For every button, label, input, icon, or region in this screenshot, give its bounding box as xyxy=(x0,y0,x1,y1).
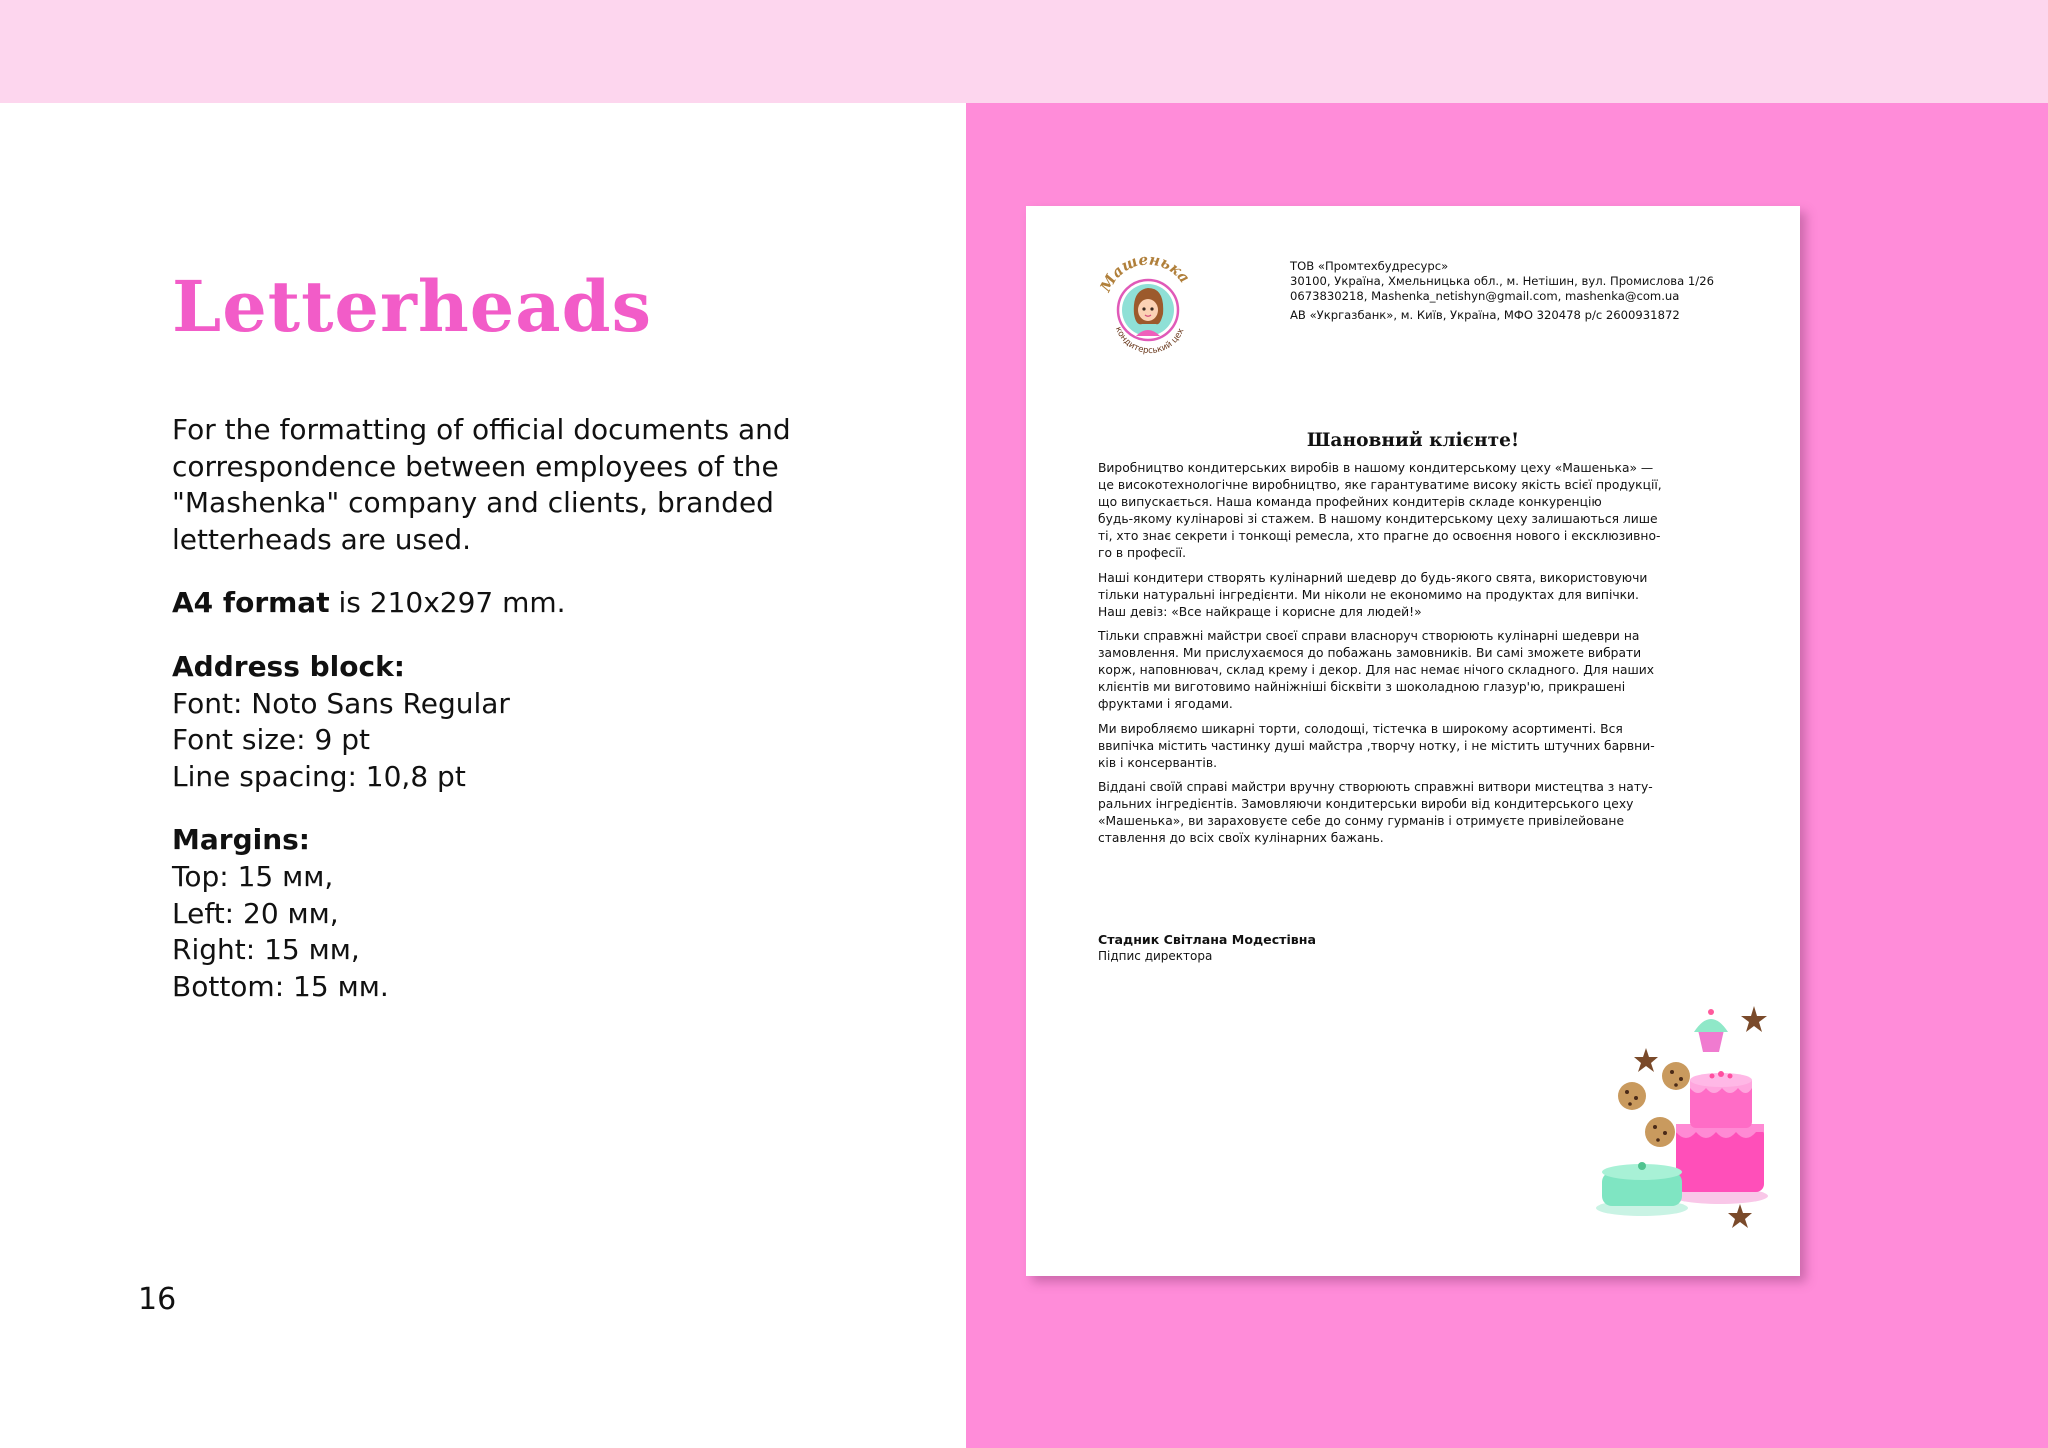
letter-line: корж, наповнювач, склад крему і декор. Для нас немає нічого складного. Для наших xyxy=(1098,663,1655,677)
address-block xyxy=(1290,259,1750,323)
letter-line: ставлення до всіх своїх кулінарних бажань. xyxy=(1098,831,1384,845)
description-block xyxy=(172,412,812,1032)
logo-arc-top: Машенька xyxy=(1096,254,1194,295)
spec-line: Font size: 9 pt xyxy=(172,723,370,757)
cupcake-icon xyxy=(1694,1009,1728,1052)
address-block-spec xyxy=(172,649,812,795)
intro-paragraph xyxy=(172,412,812,558)
page-number: 16 xyxy=(138,1282,177,1317)
letter-line: це високотехнологічне виробництво, яке гарантуватиме високу якість всієї продукції, xyxy=(1098,478,1662,492)
letter-paragraph xyxy=(1098,779,1738,847)
letterhead-sample xyxy=(1026,206,1800,1276)
bank-details: АВ «Укргазбанк», м. Київ, Україна, МФО 320478 р/с 2600931872 xyxy=(1290,308,1680,322)
letter-line: замовлення. Ми прислухаємося до побажань замовників. Ви самі зможете вибрати xyxy=(1098,646,1642,660)
letter-line: клієнтів ми виготовимо найніжніші бісквіти з шоколадною глазур'ю, прикрашені xyxy=(1098,680,1626,694)
pink-cake-icon xyxy=(1672,1071,1768,1204)
letter-line: що випускається. Наша команда профейних кондитерів складе конкуренцію xyxy=(1098,495,1602,509)
spec-line: Left: 20 мм, xyxy=(172,896,339,930)
letter-line: ті, хто знає секрети і тонкощі ремесла, хто прагне до освоєння нового і ексклюзивно- xyxy=(1098,529,1661,543)
letter-body xyxy=(1098,460,1738,855)
format-value: is 210x297 mm. xyxy=(329,586,566,620)
address-line: 0673830218, Mashenka_netishyn@gmail.com, mashenka@com.ua xyxy=(1290,289,1680,303)
logo-arc-bottom: кондитерський цех xyxy=(1112,325,1187,357)
letter-line: го в професії. xyxy=(1098,546,1186,560)
signature-name: Стадник Світлана Модестівна xyxy=(1098,932,1316,947)
letter-line: Виробництво кондитерських виробів в нашому кондитерському цеху «Машенька» — xyxy=(1098,461,1654,475)
letter-line: ральних інгредієнтів. Замовляючи кондитерськи вироби від кондитерського цеху xyxy=(1098,797,1634,811)
letter-paragraph xyxy=(1098,721,1738,772)
letter-salutation: Шановний клієнте! xyxy=(1306,430,1520,451)
letter-line: Тільки справжні майстри своєї справи власноруч створюють кулінарні шедеври на xyxy=(1098,629,1640,643)
letter-paragraph xyxy=(1098,460,1738,562)
format-paragraph xyxy=(172,585,812,622)
letter-paragraph xyxy=(1098,570,1738,621)
signature-role: Підпис директора xyxy=(1098,949,1213,963)
spec-line: Line spacing: 10,8 pt xyxy=(172,759,466,793)
margins-heading: Margins: xyxy=(172,823,311,857)
intro-line: "Mashenka" company and clients, branded xyxy=(172,486,774,520)
letter-line: «Машенька», ви зараховуєте себе до сонму гурманів і отримуєте привілейоване xyxy=(1098,814,1625,828)
intro-line: correspondence between employees of the xyxy=(172,449,779,483)
address-block-heading: Address block: xyxy=(172,649,405,683)
top-band xyxy=(0,0,2048,103)
spec-line: Font: Noto Sans Regular xyxy=(172,686,510,720)
mint-cake-icon xyxy=(1596,1162,1688,1216)
address-line: ТОВ «Промтехбудресурс» xyxy=(1290,259,1449,273)
letter-line: будь-якому кулінарові зі стажем. В нашому кондитерському цеху залишаються лише xyxy=(1098,512,1658,526)
letter-paragraph xyxy=(1098,628,1738,713)
letter-line: тільки натуральні інгредієнти. Ми ніколи не економимо на продуктах для випічки. xyxy=(1098,587,1639,602)
letter-line: Ми виробляємо шикарні торти, солодощі, тістечка в широкому асортименті. Вся xyxy=(1098,721,1623,736)
intro-line: letterheads are used. xyxy=(172,522,472,556)
address-line: 30100, Україна, Хмельницька обл., м. Нетішин, вул. Промислова 1/26 xyxy=(1290,274,1714,288)
letter-line: фруктами і ягодами. xyxy=(1098,697,1233,711)
format-label: A4 format xyxy=(172,586,330,620)
intro-line: For the formatting of official documents and xyxy=(172,413,791,446)
letter-line: ків і консервантів. xyxy=(1098,755,1218,770)
letter-line: Наш девіз: «Все найкраще і корисне для людей!» xyxy=(1098,604,1422,619)
page-title: Letterheads xyxy=(172,265,652,348)
letter-line: Наші кондитери створять кулінарний шедевр до будь-якого свята, використовуючи xyxy=(1098,570,1648,585)
margins-spec xyxy=(172,822,812,1005)
cakes-and-cookies-icon xyxy=(1526,996,1796,1246)
letter-line: ввипічка містить частинку душі майстра ,творчу нотку, і не містить штучних барвни- xyxy=(1098,738,1655,753)
letter-line: Віддані своїй справі майстри вручну створюють справжні витвори мистецтва з нату- xyxy=(1098,780,1653,794)
spec-line: Bottom: 15 мм. xyxy=(172,969,389,1003)
spec-line: Top: 15 мм, xyxy=(172,859,334,893)
spec-line: Right: 15 мм, xyxy=(172,933,360,967)
mashenka-logo-icon xyxy=(1094,254,1202,362)
